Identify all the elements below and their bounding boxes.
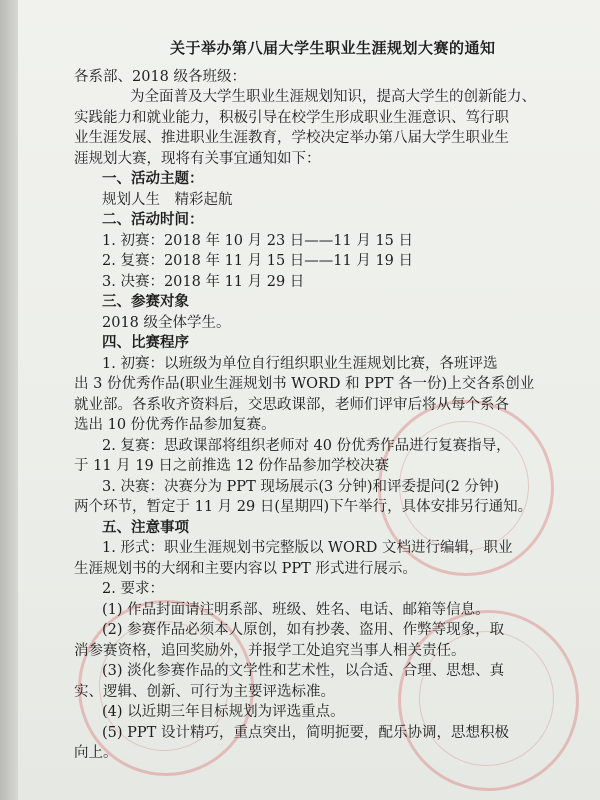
preliminary-line: 就业部。各系收齐资料后，交思政课部，老师们评审后将从每个系各: [74, 396, 509, 413]
preliminary-line: 1. 初赛：以班级为单位自行组织职业生涯规划比赛，各班评选: [102, 355, 498, 372]
final-line: 3. 决赛：决赛分为 PPT 现场展示(3 分钟)和评委提问(2 分钟): [102, 478, 500, 495]
requirement-4: (4) 以近期三年目标规划为评选重点。: [102, 704, 345, 720]
format-line: 1. 形式：职业生涯规划书完整版以 WORD 文档进行编辑，职业: [102, 540, 513, 556]
intro-line-3: 业生涯发展、推进职业生涯教育，学校决定举办第八届大学生职业生: [74, 130, 509, 146]
section-2-heading: 二、活动时间：: [102, 212, 204, 228]
intro-line-2: 实践能力和就业能力，积极引导在校学生形成职业生涯意识、笃行职: [74, 109, 509, 126]
schedule-item: 3. 决赛：2018 年 11 月 29 日: [102, 273, 305, 290]
requirement-1: (1) 作品封面请注明系部、班级、姓名、电话、邮箱等信息。: [102, 601, 490, 618]
page-shadow-edge: [0, 0, 18, 800]
intro-line-1: 为全面普及大学生职业生涯规划知识，提高大学生的创新能力、: [130, 89, 536, 105]
schedule-item: 1. 初赛：2018 年 10 月 23 日——11 月 15 日: [102, 232, 414, 249]
requirement-2-line: (2) 参赛作品必须本人原创，如有抄袭、盗用、作弊等现象，取: [102, 622, 505, 638]
schedule-item: 2. 复赛：2018 年 11 月 15 日——11 月 19 日: [102, 253, 414, 269]
semifinal-line: 于 11 月 19 日之前推选 12 份作品参加学校决赛: [74, 458, 390, 474]
section-1-heading: 一、活动主题：: [102, 171, 204, 187]
requirement-5-line: 向上。: [74, 745, 118, 761]
format-line: 生涯规划书的大纲和主要内容以 PPT 形式进行展示。: [74, 560, 417, 577]
requirement-5-line: (5) PPT 设计精巧，重点突出，简明扼要，配乐协调，思想积极: [102, 724, 509, 741]
participants-text: 2018 级全体学生。: [102, 314, 231, 331]
notice-title: 关于举办第八届大学生职业生涯规划大赛的通知: [170, 39, 496, 57]
paper-sheet: [18, 0, 600, 800]
requirement-3-line: (3) 淡化参赛作品的文学性和艺术性，以合适、合理、思想、真: [102, 663, 505, 679]
requirement-3-line: 实、逻辑、创新、可行为主要评选标准。: [74, 683, 335, 700]
semifinal-line: 2. 复赛：思政课部将组织老师对 40 份优秀作品进行复赛指导，: [102, 437, 511, 454]
salutation: 各系部、2018 级各班级：: [74, 68, 247, 85]
section-4-heading: 四、比赛程序: [102, 335, 189, 351]
theme-text: 规划人生 精彩起航: [102, 191, 233, 208]
notice-document: [74, 32, 594, 764]
preliminary-line: 选出 10 份优秀作品参加复赛。: [74, 417, 276, 433]
final-line: 两个环节，暂定于 11 月 29 日(星期四)下午举行，具体安排另行通知。: [74, 499, 533, 515]
preliminary-line: 出 3 份优秀作品(职业生涯规划书 WORD 和 PPT 各一份)上交各系创业: [74, 376, 535, 392]
section-3-heading: 三、参赛对象: [102, 294, 189, 310]
requirement-2-line: 消参赛资格，追回奖励外，并报学工处追究当事人相关责任。: [74, 642, 466, 659]
section-5-heading: 五、注意事项: [102, 519, 189, 536]
requirements-label: 2. 要求：: [102, 581, 164, 597]
intro-line-4: 涯规划大赛，现将有关事宜通知如下：: [74, 150, 321, 167]
